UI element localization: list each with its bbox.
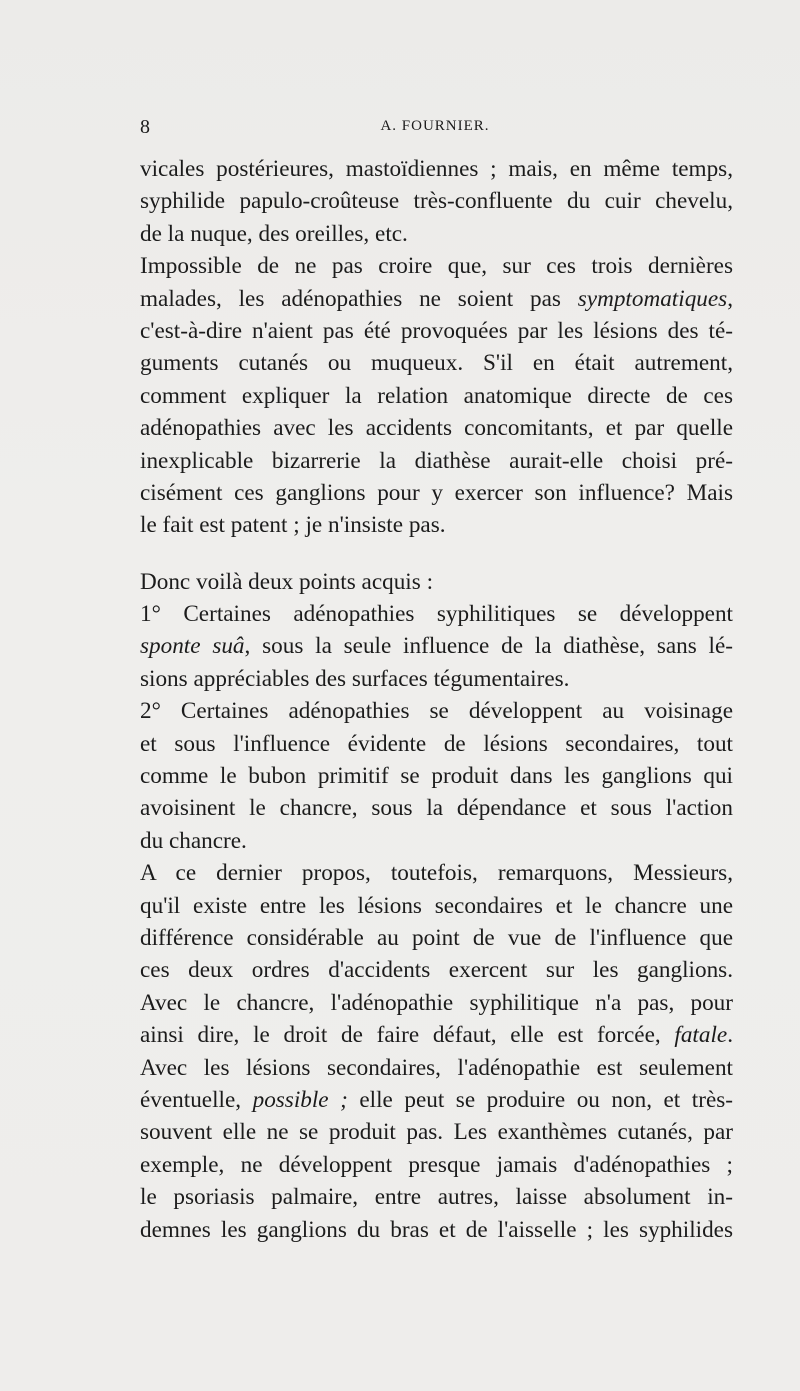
text-line: demnes les ganglions du bras et de l'aisselle ; les syphilides (140, 1216, 733, 1243)
text-line: de la nuque, des oreilles, etc. (140, 220, 408, 247)
page-number: 8 (140, 116, 150, 138)
text-line: du chancre. (140, 827, 247, 854)
text-line: comme le bubon primitif se produit dans les ganglions qui (140, 763, 733, 790)
text-line: A ce dernier propos, toutefois, remarquons, Messieurs, (140, 860, 733, 887)
text-line: vicales postérieures, mastoïdiennes ; mais, en même temps, (140, 156, 733, 182)
text-line: Avec le chancre, l'adénopathie syphilitique n'a pas, pour (140, 989, 733, 1016)
text-line: ainsi dire, le droit de faire défaut, elle est forcée, fatale. (140, 1022, 733, 1049)
text-line: avoisinent le chancre, sous la dépendance et sous l'action (140, 795, 733, 822)
text-line: Impossible de ne pas croire que, sur ces trois dernières (140, 253, 733, 280)
text-line: malades, les adénopathies ne soient pas symptomatiques, (140, 285, 733, 312)
text-line: 1° Certaines adénopathies syphilitiques se développent (140, 601, 733, 628)
body-text (140, 153, 733, 1246)
text-line: le psoriasis palmaire, entre autres, laisse absolument in- (140, 1184, 733, 1211)
text-line: 2° Certaines adénopathies se développent au voisinage (140, 698, 733, 725)
text-line: et sous l'influence évidente de lésions secondaires, tout (140, 730, 733, 757)
page-header (140, 116, 730, 140)
text-line: Donc voilà deux points acquis : (140, 568, 434, 595)
running-head: A. FOURNIER. (380, 118, 490, 134)
text-line: souvent elle ne se produit pas. Les exanthèmes cutanés, par (140, 1119, 733, 1146)
text-line: syphilide papulo-croûteuse très-confluente du cuir chevelu, (140, 188, 733, 215)
text-line: éventuelle, possible ; elle peut se produire ou non, et très- (140, 1086, 733, 1113)
text-line: différence considérable au point de vue de l'influence que (140, 924, 733, 951)
text-line: Avec les lésions secondaires, l'adénopathie est seulement (140, 1054, 733, 1081)
text-line: qu'il existe entre les lésions secondaires et le chancre une (140, 892, 733, 919)
text-line: adénopathies avec les accidents concomitants, et par quelle (140, 415, 733, 442)
text-line: sions appréciables des surfaces tégumentaires. (140, 665, 570, 692)
text-line: le fait est patent ; je n'insiste pas. (140, 512, 446, 539)
text-line: ces deux ordres d'accidents exercent sur les ganglions. (140, 957, 733, 984)
text-line: comment expliquer la relation anatomique directe de ces (140, 382, 733, 409)
text-line: inexplicable bizarrerie la diathèse aurait-elle choisi pré- (140, 447, 733, 474)
paragraph-gap (140, 542, 733, 566)
text-line: c'est-à-dire n'aient pas été provoquées par les lésions des té- (140, 317, 733, 344)
text-line: cisément ces ganglions pour y exercer son influence? Mais (140, 479, 733, 506)
text-line: exemple, ne développent presque jamais d'adénopathies ; (140, 1151, 733, 1178)
text-line: sponte suâ, sous la seule influence de la diathèse, sans lé- (140, 633, 733, 660)
text-line: guments cutanés ou muqueux. S'il en était autrement, (140, 350, 733, 377)
